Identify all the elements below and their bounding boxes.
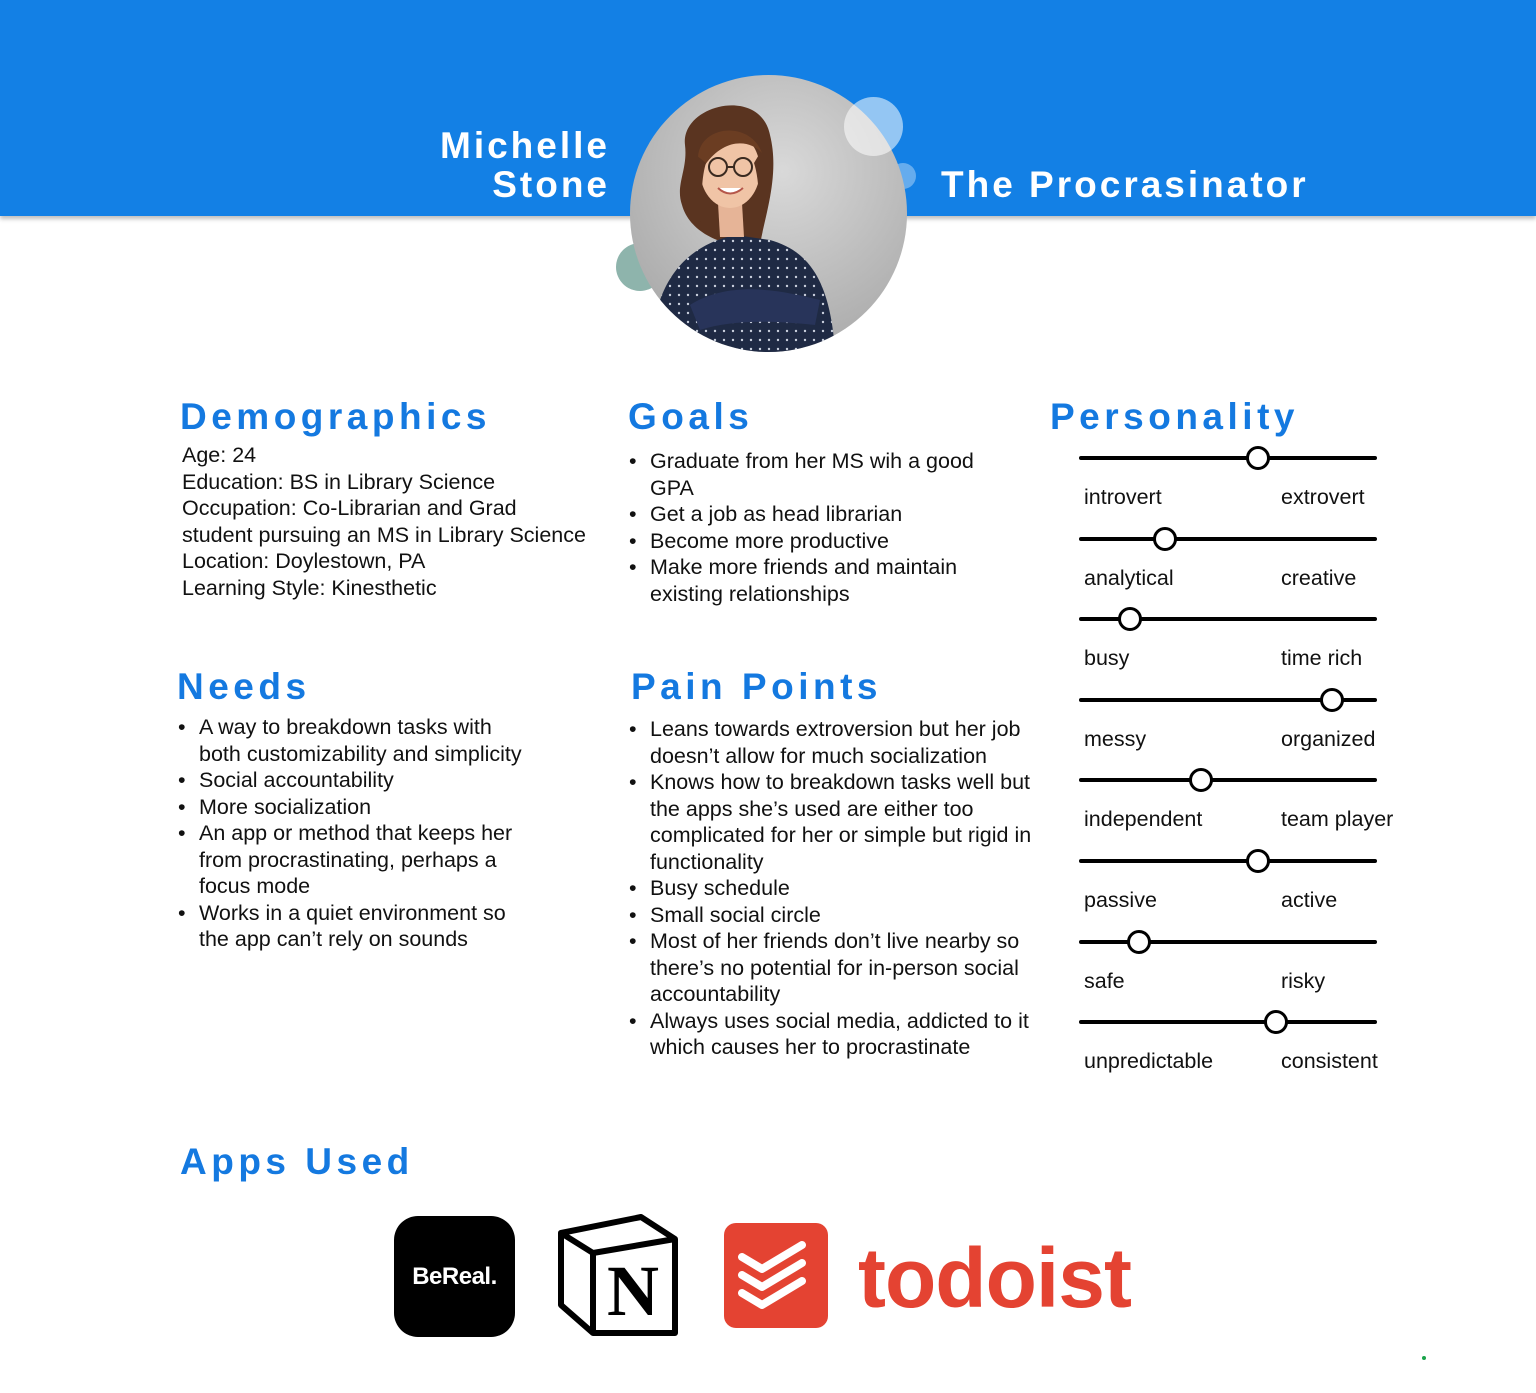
persona-name [440,126,610,204]
personality-right-label: creative [1281,566,1357,590]
personality-right-label: extrovert [1281,485,1365,509]
notion-letter: N [607,1251,659,1331]
personality-right-label: consistent [1281,1049,1378,1073]
goal-item: • Become more productive [629,528,989,555]
personality-left-label: introvert [1084,485,1162,509]
bereal-app-icon [394,1216,515,1337]
apps-heading: Apps Used [180,1141,414,1182]
personality-right-label: time rich [1281,646,1363,670]
personality-left-label: messy [1084,727,1147,751]
personality-slider-knob [1118,607,1142,631]
personality-slider-knob [1127,930,1151,954]
demographics-line: Education: BS in Library Science [182,469,496,494]
need-item: • A way to breakdown tasks with both customizability and simplicity [178,714,538,767]
decorative-bubble [844,97,903,156]
pain-points-heading: Pain Points [631,666,882,707]
demographics-heading: Demographics [180,396,492,437]
personality-left-label: unpredictable [1084,1049,1214,1073]
personality-slider-track [1079,1020,1377,1024]
personality-right-label: team player [1281,807,1394,831]
pain-point-item: • Most of her friends don’t live nearby so there’s no potential for in-person social accountability [629,928,1034,1008]
todoist-app-icon [724,1223,828,1328]
need-item: • An app or method that keeps her from procrastinating, perhaps a focus mode [178,820,538,900]
goal-item: • Get a job as head librarian [629,501,989,528]
demographics-line: Location: Doylestown, PA [182,549,426,573]
personality-slider-knob [1264,1010,1288,1034]
personality-slider-track [1079,456,1377,460]
personality-left-label: passive [1084,888,1157,912]
personality-slider-knob [1189,768,1213,792]
personality-slider-track [1079,778,1377,782]
bereal-label: BeReal. [412,1262,497,1290]
demographics-list [182,442,586,601]
personality-right-label: organized [1281,727,1376,751]
personality-left-label: analytical [1084,566,1174,590]
personality-slider-knob [1246,446,1270,470]
personality-slider-knob [1320,688,1344,712]
first-name: Michelle [440,125,610,166]
needs-list [178,714,538,953]
personality-left-label: busy [1084,646,1130,670]
pain-point-item: • Small social circle [629,902,1034,929]
demographics-line: student pursuing an MS in Library Science [182,522,586,547]
demographics-line: Learning Style: Kinesthetic [182,575,437,600]
persona-archetype: The Procrasinator [941,164,1309,205]
personality-slider-track [1079,940,1377,944]
need-item: • Social accountability [178,767,538,794]
pain-points-list [629,716,1034,1061]
todoist-wordmark: todoist [858,1231,1131,1325]
need-item: • More socialization [178,794,538,821]
personality-left-label: independent [1084,807,1203,831]
need-item: • Works in a quiet environment so the app can’t rely on sounds [178,900,538,953]
goals-heading: Goals [628,396,754,437]
pain-point-item: • Always uses social media, addicted to it which causes her to procrastinate [629,1008,1034,1061]
personality-heading: Personality [1050,396,1299,437]
personality-left-label: safe [1084,969,1125,993]
notion-app-icon [557,1213,679,1337]
goal-item: • Make more friends and maintain existing relationships [629,554,989,607]
demographics-line: Age: 24 [182,443,257,467]
personality-slider-knob [1246,849,1270,873]
pain-point-item: • Leans towards extroversion but her job doesn’t allow for much socialization [629,716,1034,769]
goal-item: • Graduate from her MS wih a good GPA [629,448,989,501]
personality-right-label: active [1281,888,1338,912]
last-name: Stone [492,164,610,205]
personality-right-label: risky [1281,969,1326,993]
todoist-logo-mark [724,1223,828,1328]
goals-list [629,448,989,607]
personality-slider-knob [1153,527,1177,551]
needs-heading: Needs [177,666,311,707]
stray-dot [1422,1356,1426,1360]
personality-slider-track [1079,859,1377,863]
personality-slider-track [1079,537,1377,541]
pain-point-item: • Busy schedule [629,875,1034,902]
pain-point-item: • Knows how to breakdown tasks well but the apps she’s used are either too complicated for her or simple but rigid in functionality [629,769,1034,875]
demographics-line: Occupation: Co-Librarian and Grad [182,496,517,520]
